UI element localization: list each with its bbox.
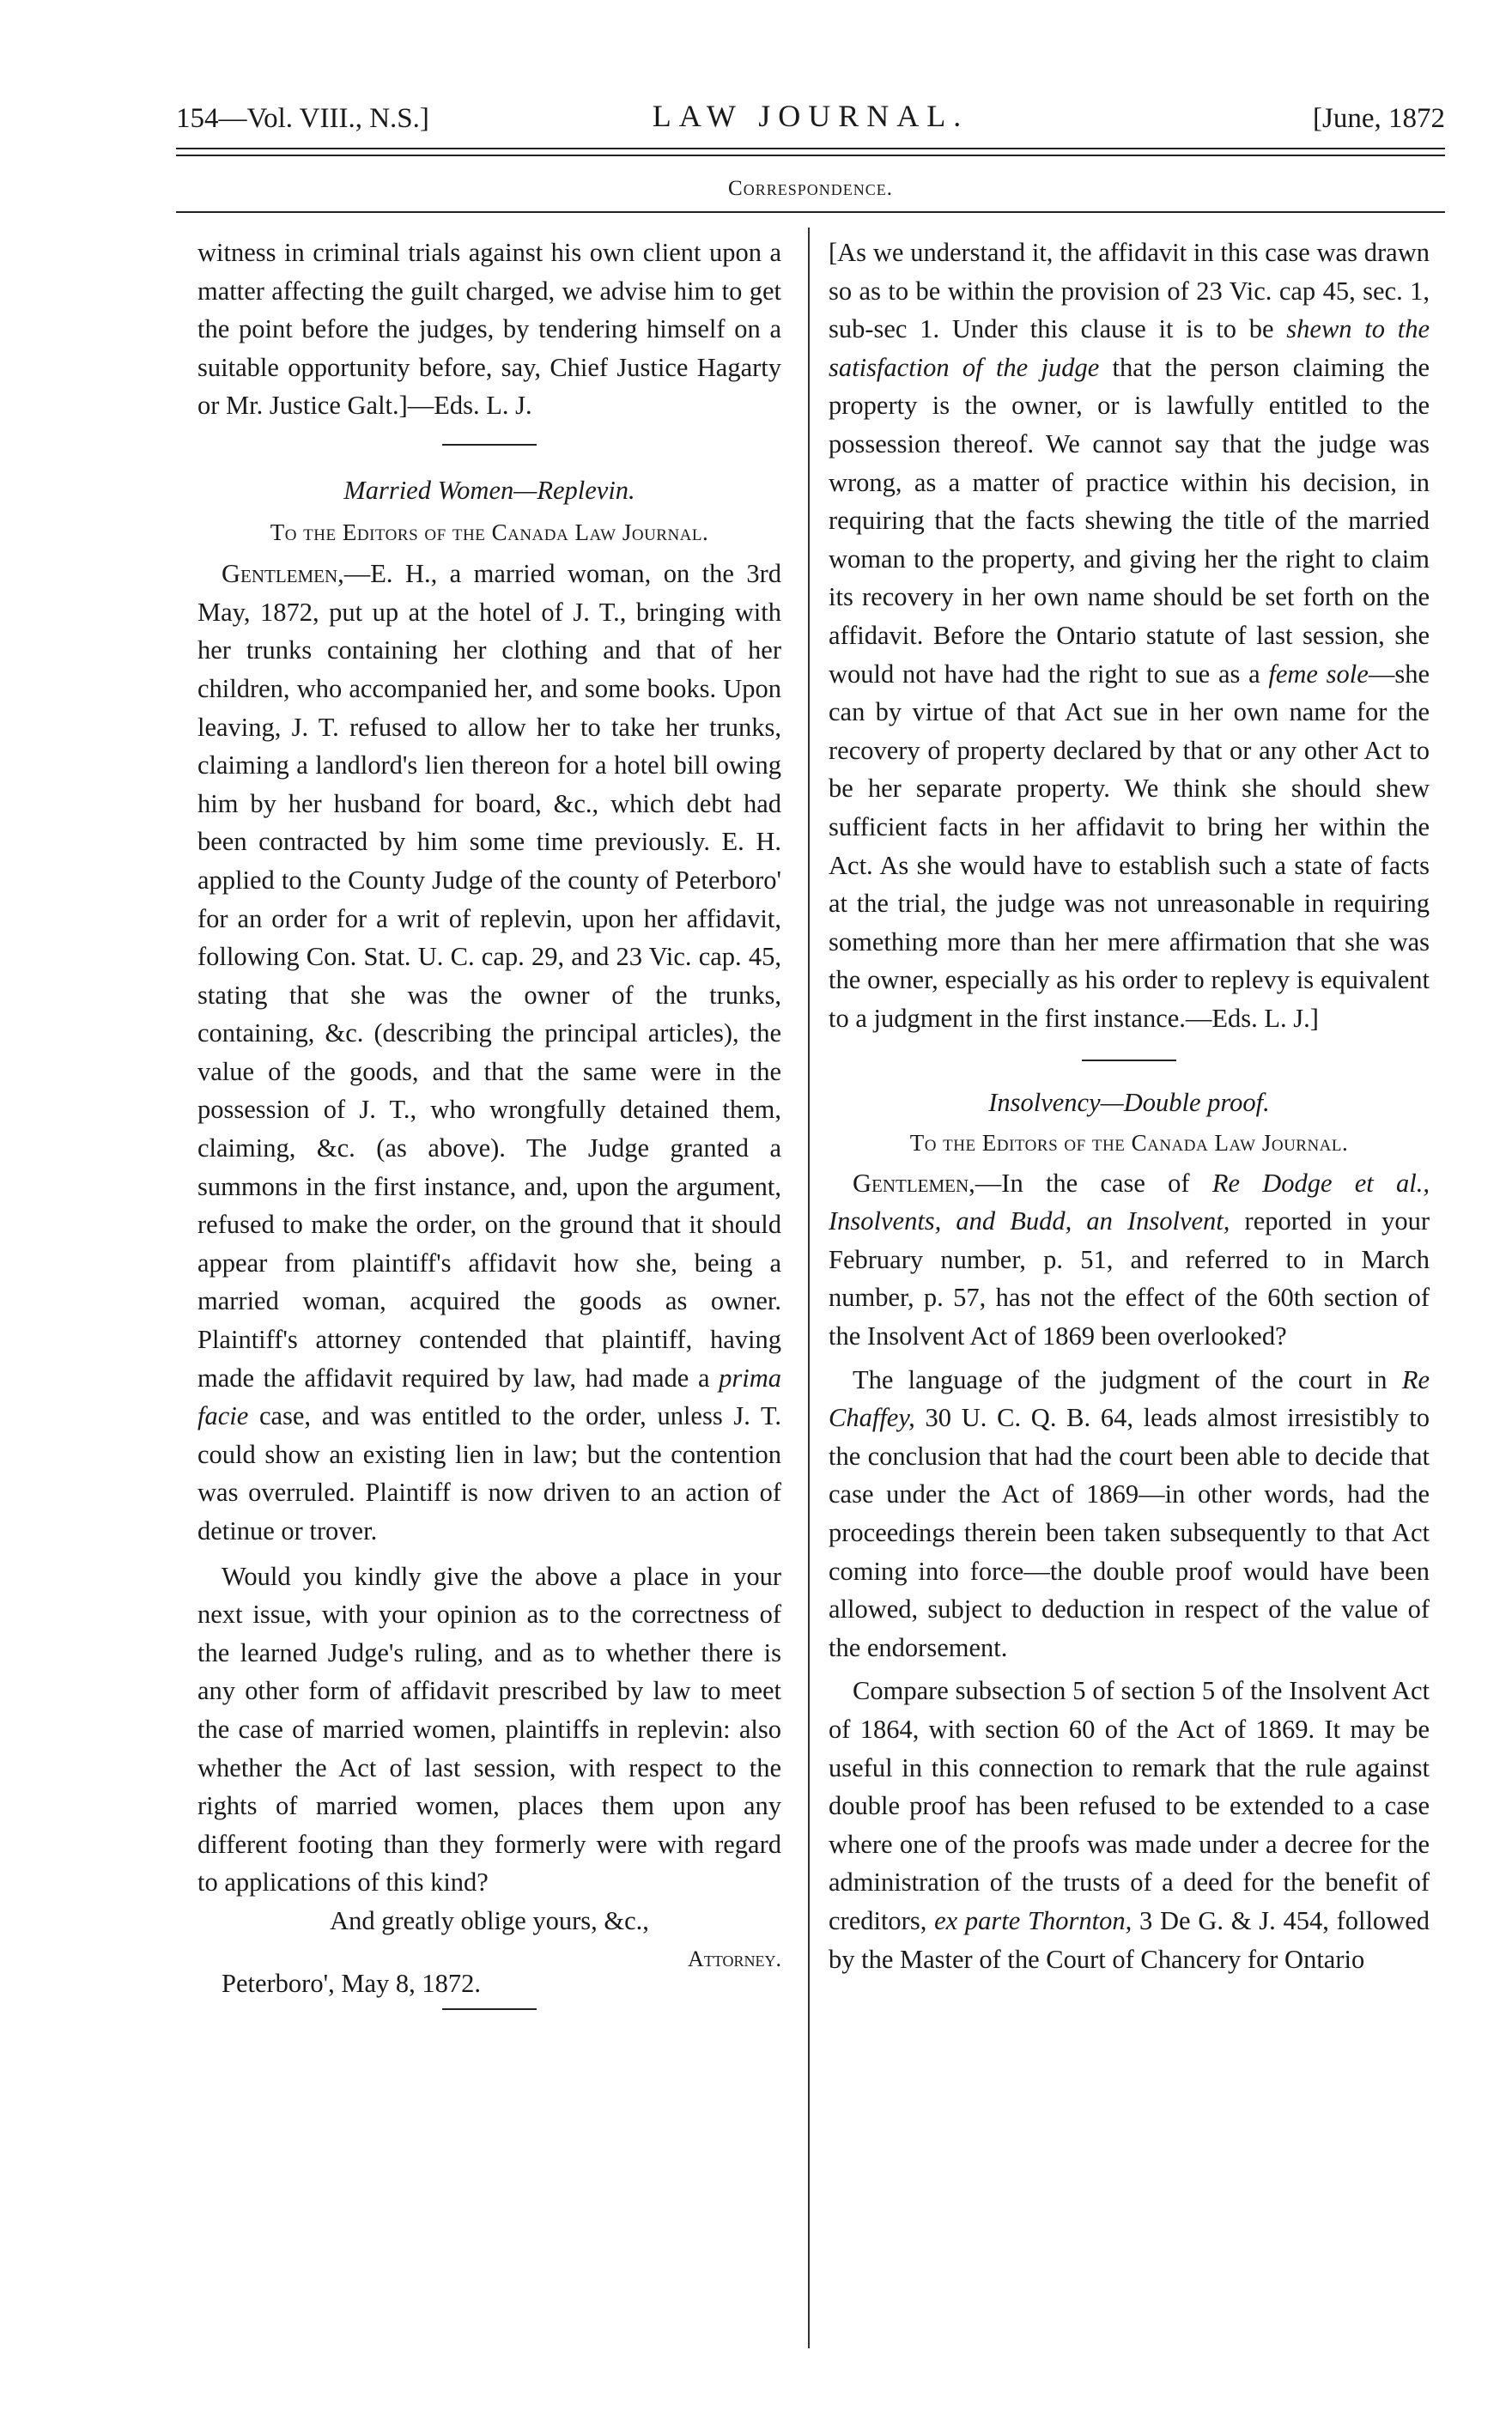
- salutation: Gentlemen,: [222, 559, 344, 589]
- reply-italic-a: shewn to the satisfaction of the judge: [829, 314, 1430, 382]
- para2-text-a: The language of the judgment of the court in: [853, 1364, 1402, 1394]
- case-name-thornton: ex parte Thornton,: [934, 1905, 1132, 1935]
- reply-italic-b: feme sole: [1268, 659, 1369, 689]
- para2-text-b: 30 U. C. Q. B. 64, leads almost irresistibly to the conclusion that had the court been able to decide that case under the Act of 1869—in other words, had the proceedings therein been taken subsequently to that Act coming into force—the double proof would have been allowed, subject to deduction in respect of the value of the endorsement.: [829, 1403, 1430, 1662]
- letter-body: [197, 555, 781, 1550]
- latin-phrase: prima facie: [197, 1363, 781, 1431]
- letter-title: Married Women—Replevin.: [343, 475, 635, 505]
- insolvency-letter-body: [829, 1164, 1430, 1356]
- letter-signature: Attorney.: [688, 1946, 781, 1971]
- case-name-chaffey: Re Chaffey,: [829, 1364, 1430, 1433]
- issue-date: [June, 1872: [1313, 103, 1445, 134]
- reply-text-b: that the person claiming the property is the owner, or is lawfully entitled to the possession thereof. We cannot say that the judge was wrong, as a matter of practice within his decision, in requiring that the facts shewing the title of the married woman to the property, and giving her the right to claim its recovery in her own name should be set forth on the affidavit. Before the Ontario statute of last session, she would not have had the right to sue as a: [829, 352, 1430, 689]
- reply-text-a: [As we understand it, the affidavit in this case was drawn so as to be within the provision of 23 Vic. cap 45, sec. 1, sub-sec 1. Under this clause it is to be: [829, 238, 1430, 344]
- right-column: [829, 234, 1430, 1978]
- insolvency-paragraph-2: [829, 1361, 1430, 1667]
- section-heading: Correspondence.: [728, 177, 893, 200]
- separator-rule-end: [442, 2008, 537, 2010]
- editors-note-continued: witness in criminal trials against his own client upon a matter affecting the guilt charged, we advise him to get the point before the judges, by tendering himself on a suitable opportunity before, say, Chief Justice Hagarty or Mr. Justice Galt.]—Eds. L. J.: [197, 238, 781, 421]
- insolvency-text-a: —In the case of: [975, 1168, 1212, 1198]
- letter-closing: And greatly oblige yours, &c.,: [330, 1905, 649, 1935]
- case-name: Re Dodge et al., Insolvents, and Budd, an Insolvent,: [829, 1168, 1430, 1236]
- insolvency-text-b: reported in your February number, p. 51, and referred to in March number, p. 57, has not the effect of the 60th section of the Insolvent Act of 1869 been overlooked?: [829, 1206, 1430, 1351]
- para3-text-b: 3 De G. & J. 454, followed by the Master of the Court of Chancery for Ontario: [829, 1905, 1430, 1974]
- reply-text-c: —she can by virtue of that Act sue in her own name for the recovery of property declared by that or any other Act to be her separate property. We think she should shew sufficient facts in her affidavit to bring her within the Act. As she would have to establish such a state of facts at the trial, the judge was not unreasonable in requiring something more than her mere affirmation that she was the owner, especially as his order to replevy is equivalent to a judgment in the first instance.—Eds. L. J.]: [829, 659, 1430, 1033]
- running-header: [176, 96, 1445, 141]
- salutation-right: Gentlemen,: [853, 1168, 975, 1198]
- insolvency-paragraph-3: [829, 1672, 1430, 1978]
- letter-request: Would you kindly give the above a place in your next issue, with your opinion as to the correctness of the learned Judge's ruling, and as to whether there is any other form of affidavit prescribed by law to meet the case of married women, plaintiffs in replevin: also whether the Act of last session, with respect to the rights of married women, places them upon any different footing than they formerly were with regard to applications of this kind?: [197, 1561, 781, 1898]
- para3-text-a: Compare subsection 5 of section 5 of the Insolvent Act of 1864, with section 60 of the Act of 1869. It may be useful in this connection to remark that the rule against double proof has been refused to be extended to a case where one of the proofs was made under a decree for the administration of the trusts of a deed for the benefit of creditors,: [829, 1676, 1430, 1935]
- letter-title-right: Insolvency—Double proof.: [988, 1088, 1270, 1118]
- column-divider: [808, 228, 810, 2348]
- left-column: [197, 234, 781, 2010]
- page-reference: 154—Vol. VIII., N.S.]: [176, 103, 429, 134]
- letter-place-date: Peterboro', May 8, 1872.: [222, 1969, 481, 1999]
- header-double-rule: [176, 148, 1445, 156]
- section-rule: [176, 211, 1445, 213]
- letter-address-right: To the Editors of the Canada Law Journal.: [909, 1130, 1349, 1157]
- journal-title: LAW JOURNAL.: [652, 99, 969, 133]
- editors-reply: [829, 234, 1430, 1037]
- letter-address: To the Editors of the Canada Law Journal.: [270, 519, 709, 545]
- letter-text-end: case, and was entitled to the order, unless J. T. could show an existing lien in law; but the contention was overruled. Plaintiff is now driven to an action of detinue or trover.: [197, 1401, 781, 1545]
- letter-text: —E. H., a married woman, on the 3rd May, 1872, put up at the hotel of J. T., bringing with her trunks containing her clothing and that of her children, who accompanied her, and some books. Upon leaving, J. T. refused to allow her to take her trunks, claiming a landlord's lien thereon for a hotel bill owing him by her husband for board, &c., which debt had been contracted by him some time previously. E. H. applied to the County Judge of the county of Peterboro' for an order for a writ of replevin, upon her affidavit, following Con. Stat. U. C. cap. 29, and 23 Vic. cap. 45, stating that she was the owner of the trunks, containing, &c. (describing the principal articles), the value of the goods, and that the same were in the possession of J. T., who wrongfully detained them, claiming, &c. (as above). The Judge granted a summons in the first instance, and, upon the argument, refused to make the order, on the ground that it should appear from plaintiff's affidavit how she, being a married woman, acquired the goods as owner. Plaintiff's attorney contended that plaintiff, having made the affidavit required by law, had made a: [197, 559, 781, 1393]
